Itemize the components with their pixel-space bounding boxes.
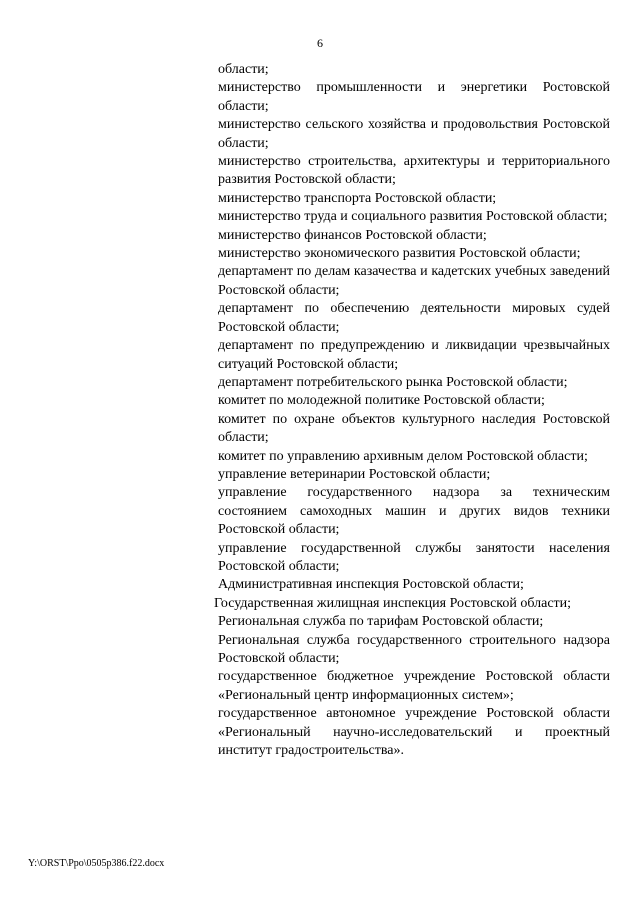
file-path-footer: Y:\ORST\Ppo\0505p386.f22.docx xyxy=(28,858,165,869)
list-item: комитет по охране объектов культурного наследия Ростовской области; xyxy=(218,411,610,446)
list-item: Государственная жилищная инспекция Ростовской области; xyxy=(214,595,572,611)
list-item: министерство строительства, архитектуры и территориального развития Ростовской области; xyxy=(218,154,610,188)
document-body xyxy=(214,61,610,760)
list-item: государственное автономное учреждение Ростовской области «Региональный научно-исследовательский и проектный институт градостроительства». xyxy=(218,706,610,759)
list-item: министерство экономического развития Ростовской области; xyxy=(218,246,581,262)
list-item: комитет по молодежной политике Ростовской области; xyxy=(218,393,545,409)
list-item: министерство транспорта Ростовской области; xyxy=(218,190,497,206)
list-item: департамент по делам казачества и кадетских учебных заведений Ростовской области; xyxy=(218,264,610,298)
list-item: департамент потребительского рынка Ростовской области; xyxy=(218,374,568,390)
list-item: министерство финансов Ростовской области; xyxy=(218,227,487,243)
list-item: министерство труда и социального развития Ростовской области; xyxy=(218,209,608,225)
list-item: Региональная служба по тарифам Ростовской области; xyxy=(218,614,544,630)
page-number: 6 xyxy=(317,36,323,50)
list-item: департамент по предупреждению и ликвидации чрезвычайных ситуаций Ростовской области; xyxy=(218,338,610,372)
list-item: государственное бюджетное учреждение Ростовской области «Региональный центр информационных систем»; xyxy=(218,669,610,703)
list-item: министерство сельского хозяйства и продовольствия Ростовской области; xyxy=(218,117,610,151)
list-item: управление государственного надзора за техническим состоянием самоходных машин и других видов техники Ростовской области; xyxy=(218,485,610,538)
list-item: Региональная служба государственного строительного надзора Ростовской области; xyxy=(218,632,610,666)
list-item: управление государственной службы занятости населения Ростовской области; xyxy=(218,540,610,574)
list-item: министерство промышленности и энергетики Ростовской области; xyxy=(218,80,610,114)
list-item: области; xyxy=(218,62,269,77)
list-item: департамент по обеспечению деятельности мировых судей Ростовской области; xyxy=(218,301,610,335)
list-item: управление ветеринарии Ростовской области; xyxy=(218,466,491,482)
list-item: Административная инспекция Ростовской области; xyxy=(218,577,524,593)
list-item: комитет по управлению архивным делом Ростовской области; xyxy=(218,448,588,464)
